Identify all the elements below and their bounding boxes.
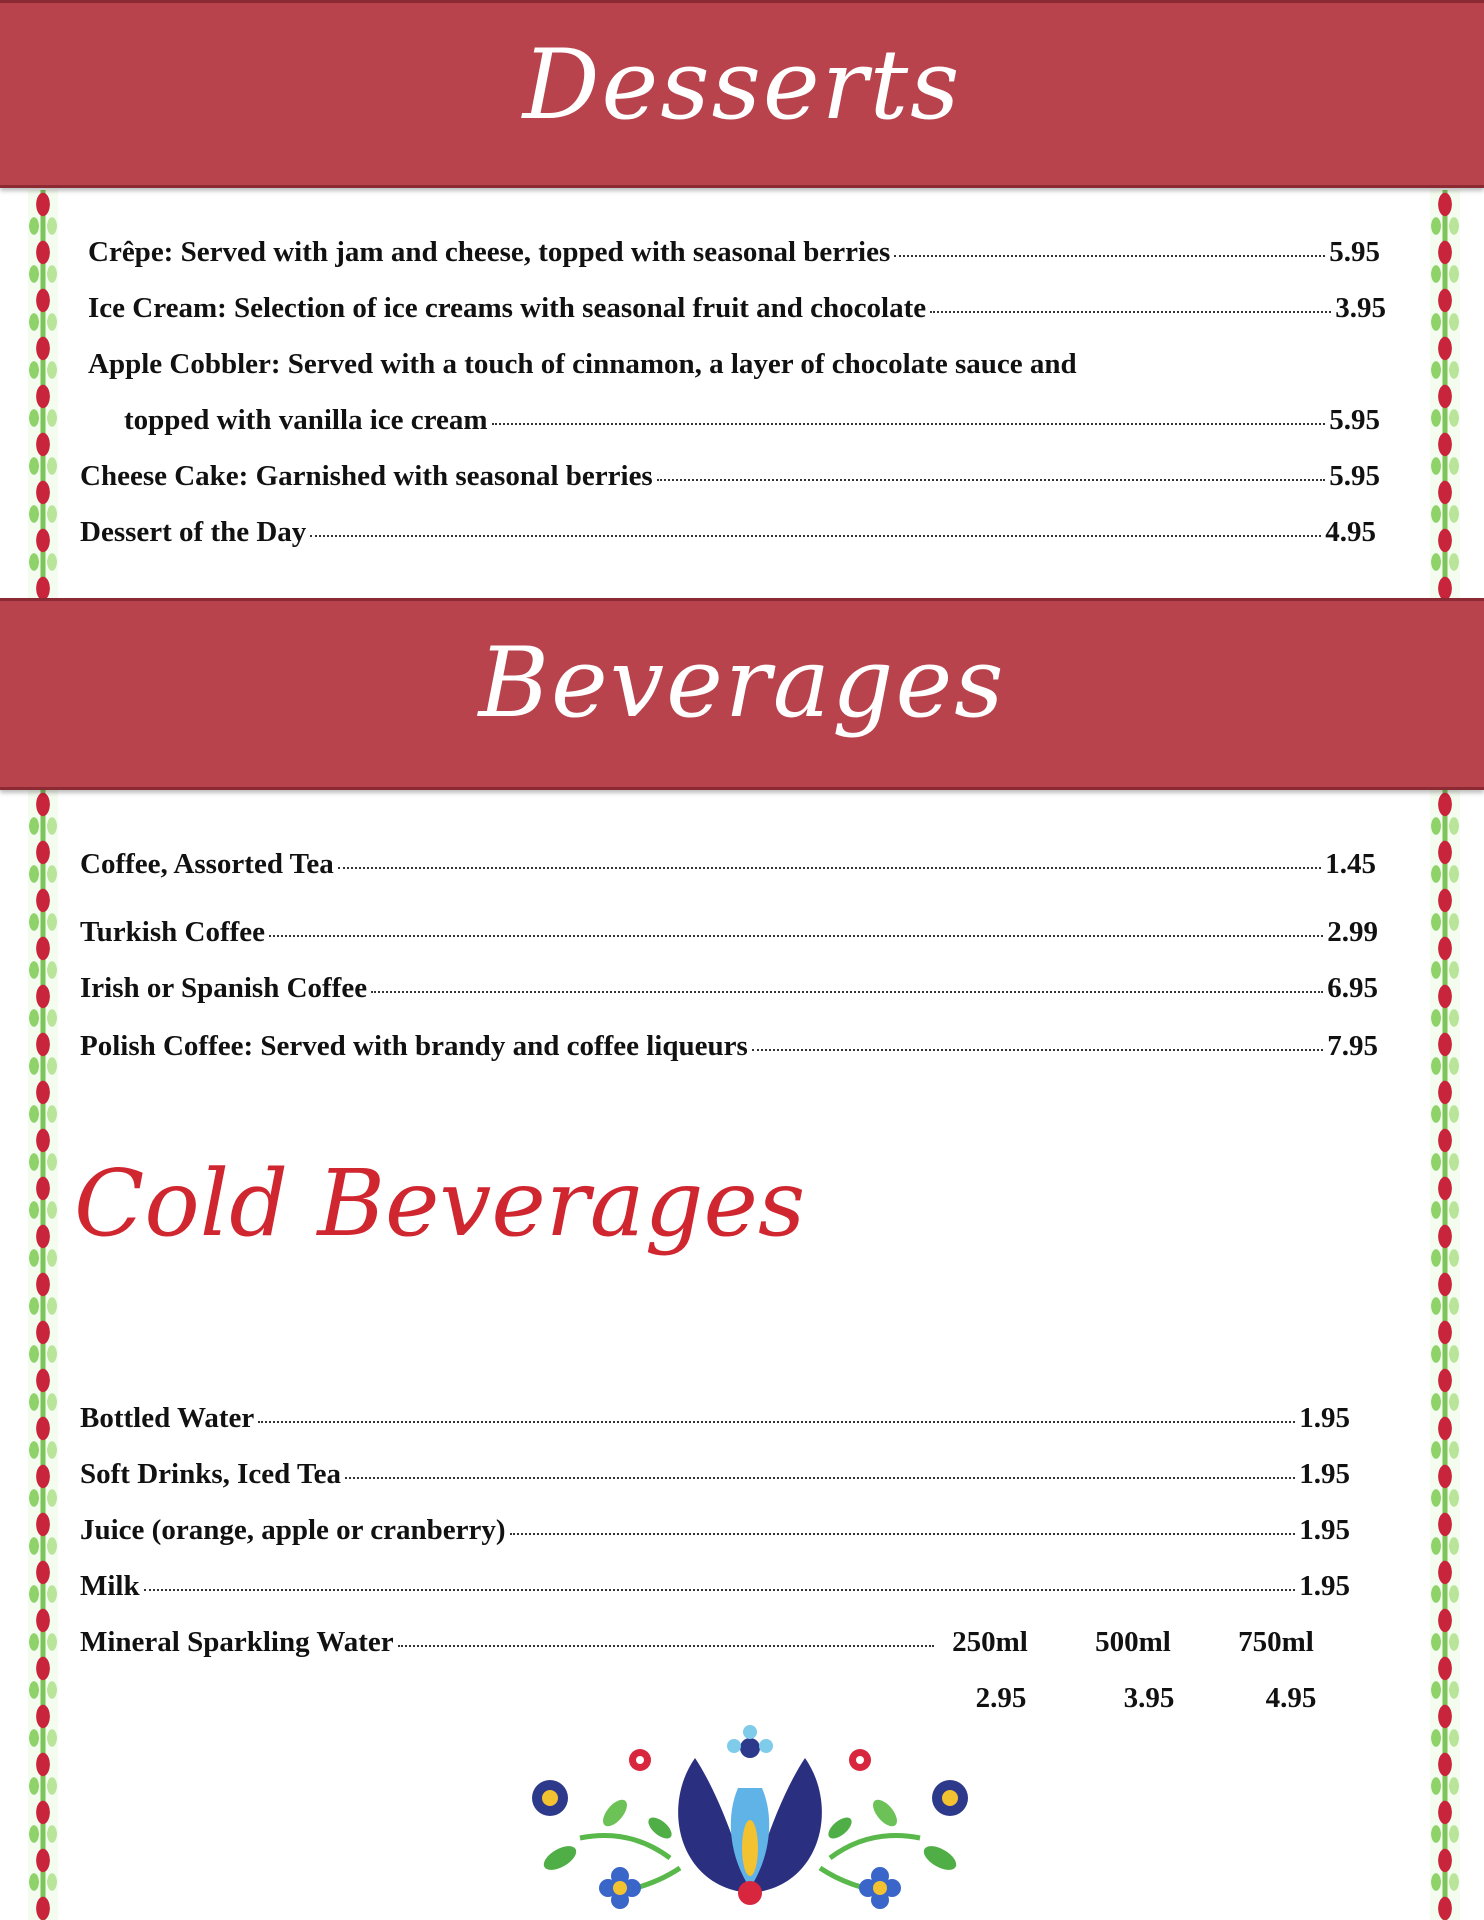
menu-item-polish-coffee — [80, 1030, 1378, 1063]
dot-leader — [930, 311, 1331, 313]
item-price: 2.99 — [1327, 916, 1378, 948]
dot-leader — [345, 1477, 1295, 1479]
size-250ml: 250ml — [952, 1626, 1028, 1658]
item-price: 1.95 — [1299, 1570, 1350, 1602]
menu-item-milk — [80, 1570, 1350, 1603]
floral-border-right-top — [1430, 190, 1460, 598]
item-name: Cheese Cake: Garnished with seasonal berries — [80, 460, 653, 492]
menu-item-juice — [80, 1514, 1350, 1547]
item-price: 1.95 — [1299, 1514, 1350, 1546]
floral-border-left-bottom — [28, 790, 58, 1920]
dot-leader — [338, 867, 1322, 869]
size-750ml: 750ml — [1238, 1626, 1314, 1658]
dot-leader — [371, 991, 1323, 993]
folk-flower-ornament-icon — [520, 1718, 980, 1918]
menu-item-bottled-water — [80, 1402, 1350, 1435]
dot-leader — [258, 1421, 1295, 1423]
item-name: Turkish Coffee — [80, 916, 266, 948]
menu-item-apple-cobbler — [124, 404, 1380, 437]
dot-leader — [144, 1589, 1296, 1591]
item-name: Soft Drinks, Iced Tea — [80, 1458, 342, 1490]
menu-item-dessert-of-the-day — [80, 516, 1376, 549]
dot-leader — [269, 935, 1323, 937]
menu-item-cheese-cake — [80, 460, 1380, 493]
item-price: 1.95 — [1299, 1458, 1350, 1490]
item-price: 5.95 — [1329, 404, 1380, 436]
floral-border-right-bottom — [1430, 790, 1460, 1920]
menu-item-turkish-coffee — [80, 916, 1378, 949]
desserts-banner — [0, 0, 1484, 188]
item-name: Coffee, Assorted Tea — [80, 848, 334, 880]
item-price: 5.95 — [1329, 236, 1380, 268]
item-price: 4.95 — [1325, 516, 1376, 548]
item-price: 1.45 — [1325, 848, 1376, 880]
price-250ml: 2.95 — [975, 1682, 1027, 1714]
item-name: Bottled Water — [80, 1402, 255, 1434]
menu-item-mineral-water — [80, 1626, 938, 1659]
menu-item-apple-cobbler-line1: Apple Cobbler: Served with a touch of cinnamon, a layer of chocolate sauce and — [88, 348, 1077, 380]
item-price: 1.95 — [1299, 1402, 1350, 1434]
dot-leader — [752, 1049, 1323, 1051]
floral-border-left-top — [28, 190, 58, 598]
beverages-banner — [0, 598, 1484, 790]
item-name: Milk — [80, 1570, 140, 1602]
item-name: Irish or Spanish Coffee — [80, 972, 368, 1004]
item-name: Mineral Sparkling Water — [80, 1626, 394, 1658]
dot-leader — [657, 479, 1326, 481]
item-name: topped with vanilla ice cream — [124, 404, 488, 436]
menu-item-irish-spanish-coffee — [80, 972, 1378, 1005]
item-name: Polish Coffee: Served with brandy and coffee liqueurs — [80, 1030, 748, 1062]
menu-item-soft-drinks — [80, 1458, 1350, 1491]
item-name: Dessert of the Day — [80, 516, 307, 548]
dot-leader — [510, 1533, 1296, 1535]
menu-item-crepe — [88, 236, 1380, 269]
menu-item-ice-cream — [88, 292, 1386, 325]
item-price: 7.95 — [1327, 1030, 1378, 1062]
cold-beverages-title: Cold Beverages — [74, 1150, 806, 1257]
dot-leader — [398, 1645, 934, 1647]
beverages-title: Beverages — [478, 627, 1006, 739]
item-price: 5.95 — [1329, 460, 1380, 492]
dot-leader — [894, 255, 1325, 257]
item-price: 3.95 — [1335, 292, 1386, 324]
item-price: 6.95 — [1327, 972, 1378, 1004]
dot-leader — [492, 423, 1326, 425]
price-500ml: 3.95 — [1123, 1682, 1175, 1714]
menu-item-coffee-tea — [80, 848, 1376, 881]
item-name: Juice (orange, apple or cranberry) — [80, 1514, 506, 1546]
item-name: Ice Cream: Selection of ice creams with seasonal fruit and chocolate — [88, 292, 927, 324]
item-name: Crêpe: Served with jam and cheese, topped with seasonal berries — [88, 236, 891, 268]
price-750ml: 4.95 — [1265, 1682, 1317, 1714]
size-500ml: 500ml — [1095, 1626, 1171, 1658]
dot-leader — [310, 535, 1321, 537]
desserts-title: Desserts — [522, 29, 962, 141]
